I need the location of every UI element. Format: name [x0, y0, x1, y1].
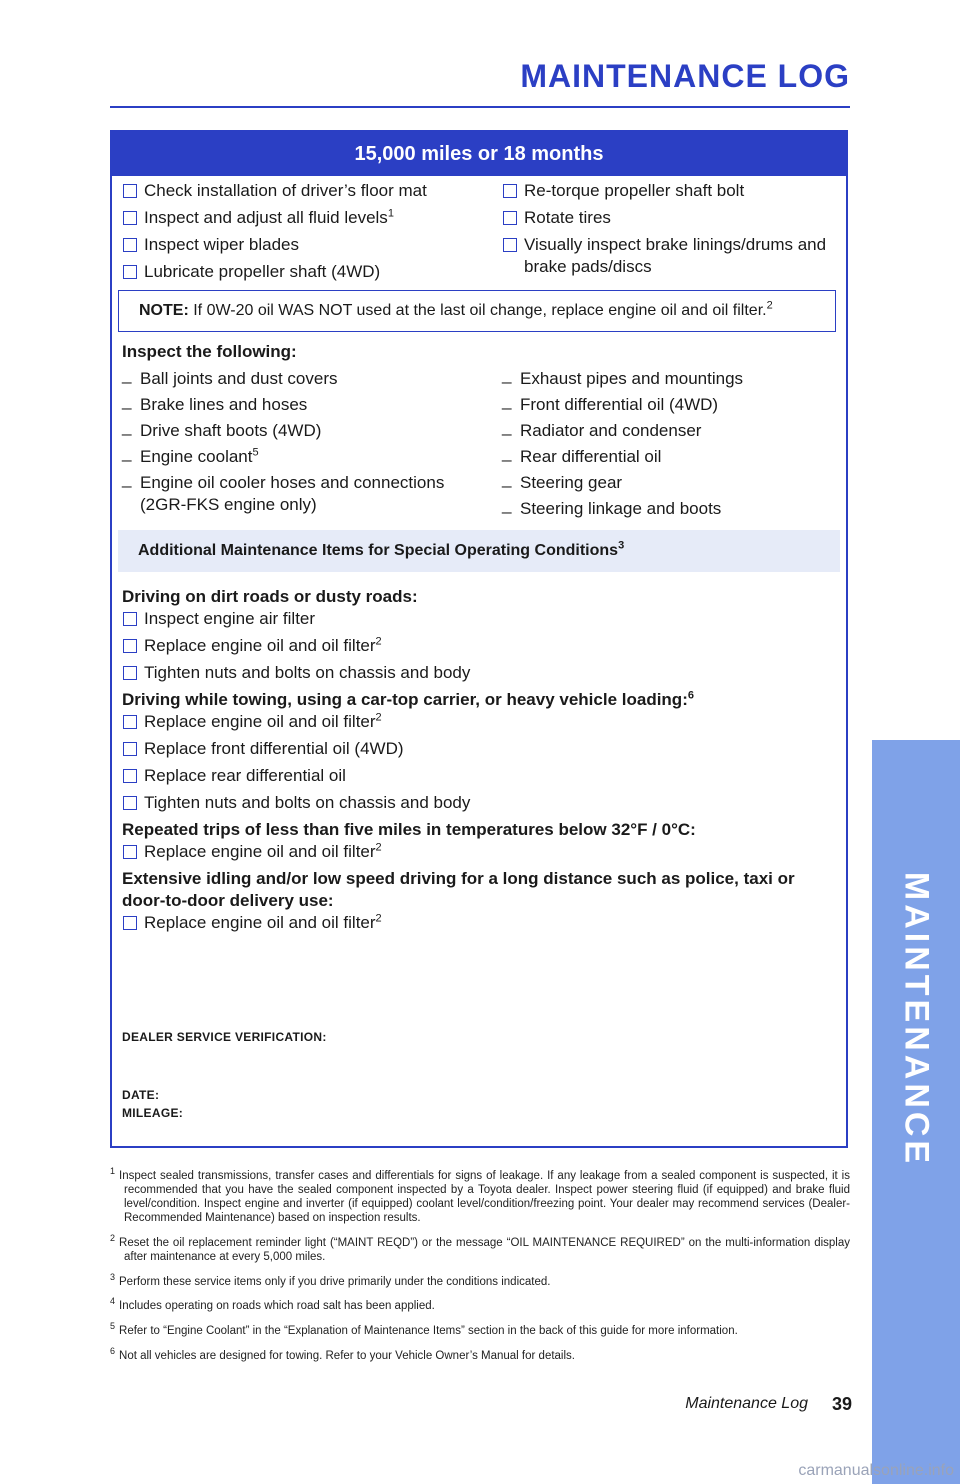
inspect-right [502, 368, 852, 524]
condition-item [122, 765, 836, 787]
inspect-item [502, 368, 852, 390]
checks-right [502, 180, 852, 283]
inspect-item [502, 472, 852, 494]
condition-item [122, 608, 836, 630]
footnote [110, 1344, 850, 1363]
condition-item-text: Tighten nuts and bolts on chassis and body [144, 793, 471, 812]
inspect-item [502, 394, 852, 416]
condition-item [122, 662, 836, 684]
inspect-item-text: Steering linkage and boots [520, 499, 722, 518]
condition-item-text: Replace front differential oil (4WD) [144, 739, 404, 758]
note-text: If 0W-20 oil WAS NOT used at the last oil change, replace engine oil and oil filter. [193, 302, 767, 319]
footnote [110, 1231, 850, 1264]
oil-note [118, 290, 836, 332]
checklist-item-text: Inspect and adjust all fluid levels [144, 208, 388, 227]
inspect-item [502, 446, 852, 468]
additional-heading [118, 530, 840, 572]
additional-sup: 3 [618, 539, 625, 552]
footnote-text: Not all vehicles are designed for towing. Refer to your Vehicle Owner’s Manual for details. [119, 1349, 575, 1362]
inspect-left [122, 368, 472, 520]
mileage-label: MILEAGE: [122, 1106, 184, 1120]
inspect-item-sup: 5 [252, 446, 259, 459]
footnote [110, 1164, 850, 1225]
interval-header: 15,000 miles or 18 months [112, 132, 846, 176]
page-number: 39 [831, 1394, 852, 1414]
condition-heading [122, 868, 836, 912]
checklist-item-text: Visually inspect brake linings/drums and brake pads/discs [524, 235, 827, 276]
inspect-item-text: Front differential oil (4WD) [520, 395, 719, 414]
footnote-number: 4 [110, 1296, 116, 1307]
footnote-number: 6 [110, 1346, 116, 1357]
date-label: DATE: [122, 1088, 160, 1102]
inspect-item-text: Radiator and condenser [520, 421, 702, 440]
condition-item-text: Replace engine oil and oil filter [144, 636, 376, 655]
condition-item [122, 635, 836, 657]
condition-item-text: Tighten nuts and bolts on chassis and body [144, 663, 471, 682]
footnote [110, 1294, 850, 1313]
condition-heading-text: Driving while towing, using a car-top carrier, or heavy vehicle loading: [122, 690, 688, 709]
checklist-item-sup: 1 [387, 207, 394, 220]
footnote-number: 2 [110, 1232, 116, 1243]
condition-item [122, 711, 836, 733]
inspect-item-text: Engine coolant [140, 447, 253, 466]
checklist-item [122, 180, 472, 202]
checklist-item-text: Inspect wiper blades [144, 235, 299, 254]
checklist-item-text: Lubricate propeller shaft (4WD) [144, 262, 381, 281]
condition-heading [122, 586, 836, 608]
footnote-text: Perform these service items only if you drive primarily under the conditions indicated. [119, 1275, 551, 1288]
watermark: carmanualsonline.info [798, 1462, 954, 1479]
condition-item [122, 738, 836, 760]
condition-item [122, 792, 836, 814]
page-title: MAINTENANCE LOG [520, 58, 850, 94]
inspect-item-text: Rear differential oil [520, 447, 662, 466]
note-sup: 2 [766, 299, 773, 312]
inspect-item [502, 498, 852, 520]
checklist-item [122, 234, 472, 256]
inspect-item [122, 420, 472, 442]
inspect-item [502, 420, 852, 442]
footnote-number: 5 [110, 1321, 116, 1332]
title-rule [110, 106, 850, 108]
inspect-item-text: Exhaust pipes and mountings [520, 369, 744, 388]
checklist-item [502, 180, 852, 202]
inspect-item [122, 472, 472, 516]
inspect-item [122, 368, 472, 390]
checklist-item [502, 234, 852, 278]
inspect-item [122, 394, 472, 416]
maintenance-box [110, 130, 848, 1148]
footnote-number: 1 [110, 1166, 116, 1176]
condition-heading [122, 689, 836, 711]
checks-left [122, 180, 472, 288]
note-label: NOTE: [139, 302, 189, 319]
footnote [110, 1270, 850, 1289]
inspect-item-text: Brake lines and hoses [140, 395, 308, 414]
checklist-item-text: Check installation of driver’s floor mat [144, 181, 427, 200]
inspect-item-text: Ball joints and dust covers [140, 369, 338, 388]
condition-heading [122, 819, 836, 841]
condition-heading-text: Repeated trips of less than five miles in temperatures below 32°F / 0°C: [122, 820, 696, 839]
footer-label: Maintenance Log [685, 1395, 808, 1412]
footnote-text: Inspect sealed transmissions, transfer cases and differentials for signs of leakage. If any leakage from a sealed component is suspected, it is recommended that you have the sealed component inspected by a Toyota dealer. Inspect power steering fluid (if equipped) and brake fluid level/condition. Inspect engine and inverter (if equipped) coolant level/condition/freezing point. Your dealer may recommend services (Dealer-Recommended Maintenance) based on inspection results. [119, 1169, 850, 1224]
side-tab [872, 740, 960, 1484]
inspect-item-text: Steering gear [520, 473, 623, 492]
inspect-item-text: Drive shaft boots (4WD) [140, 421, 322, 440]
condition-heading-text: Extensive idling and/or low speed driving for a long distance such as police, taxi or door-to-door delivery use: [122, 869, 795, 910]
condition-item-text: Inspect engine air filter [144, 609, 316, 628]
condition-item-sup: 2 [375, 635, 382, 648]
inspect-heading: Inspect the following: [122, 342, 297, 361]
condition-item-text: Replace rear differential oil [144, 766, 346, 785]
condition-item-sup: 2 [375, 841, 382, 854]
footnotes [110, 1164, 850, 1369]
checklist-item-text: Re-torque propeller shaft bolt [524, 181, 745, 200]
side-tab-label: MAINTENANCE [897, 871, 936, 1168]
condition-item [122, 841, 836, 863]
special-conditions [122, 584, 836, 939]
footnote-text: Reset the oil replacement reminder light (“MAINT REQD”) or the message “OIL MAINTENANCE REQUIRED” on the multi-information display after maintenance at every 5,000 miles. [119, 1236, 850, 1263]
footnote-text: Refer to “Engine Coolant” in the “Explanation of Maintenance Items” section in the back of this guide for more information. [119, 1325, 738, 1338]
additional-text: Additional Maintenance Items for Special Operating Conditions [138, 542, 619, 559]
checklist-item [502, 207, 852, 229]
checklist-item-text: Rotate tires [524, 208, 611, 227]
dealer-verification: DEALER SERVICE VERIFICATION: [122, 1030, 327, 1044]
checklist-item [122, 261, 472, 283]
inspect-item [122, 446, 472, 468]
footnote-number: 3 [110, 1271, 116, 1282]
condition-item-text: Replace engine oil and oil filter [144, 712, 376, 731]
condition-item-sup: 2 [375, 912, 382, 925]
condition-heading-sup: 6 [687, 689, 694, 702]
footnote-text: Includes operating on roads which road salt has been applied. [119, 1300, 435, 1313]
condition-item-text: Replace engine oil and oil filter [144, 913, 376, 932]
condition-item [122, 912, 836, 934]
inspect-item-text: Engine oil cooler hoses and connections (2GR-FKS engine only) [140, 473, 445, 514]
checklist-item [122, 207, 472, 229]
condition-item-sup: 2 [375, 711, 382, 724]
condition-item-text: Replace engine oil and oil filter [144, 842, 376, 861]
condition-heading-text: Driving on dirt roads or dusty roads: [122, 587, 418, 606]
footnote [110, 1319, 850, 1338]
